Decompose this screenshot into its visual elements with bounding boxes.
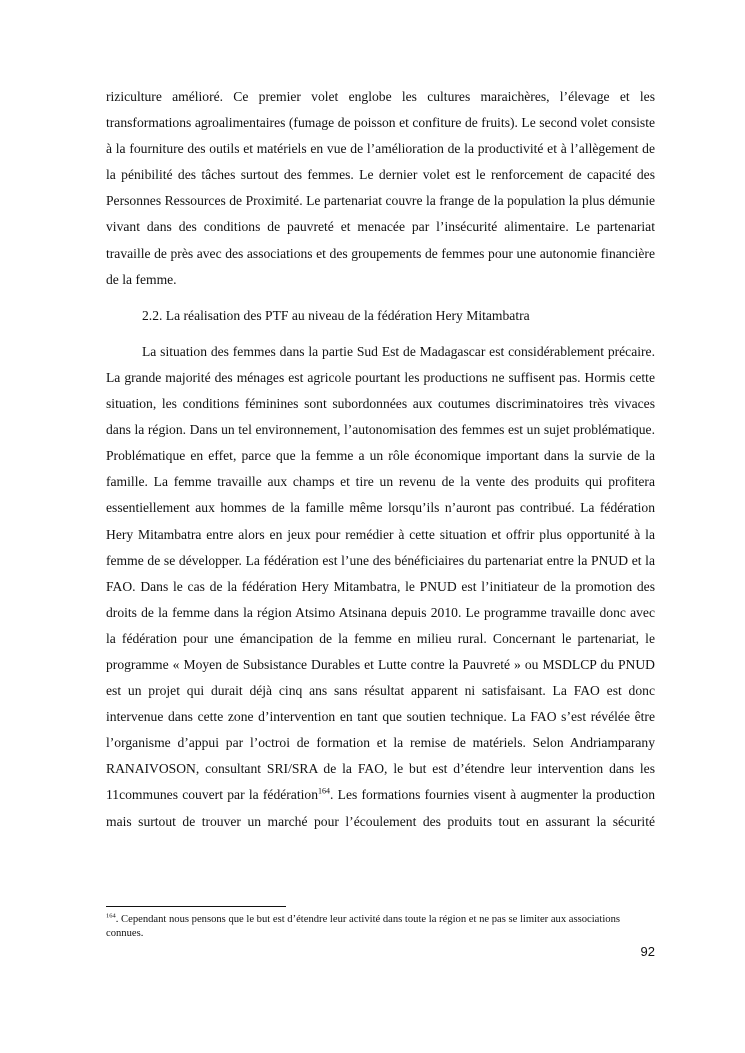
section-heading: 2.2. La réalisation des PTF au niveau de la fédération Hery Mitambatra xyxy=(142,307,530,323)
footnote-marker: 164 xyxy=(106,912,116,920)
main-text xyxy=(106,84,655,835)
footnote-text: . Cependant nous pensons que le but est d’étendre leur activité dans toute la région et ne pas se limiter aux associations connues. xyxy=(106,914,620,939)
page-number: 92 xyxy=(640,944,655,959)
paragraph-text: La situation des femmes dans la partie Sud Est de Madagascar est considérablement précaire. La grande majorité des ménages est agricole pourtant les productions ne suffisent pas. Hormis cette situation, les conditions féminines sont subordonnées aux coutumes discriminatoires très vivaces dans la région. Dans un tel environnement, l’autonomisation des femmes est un sujet problématique. Problématique en effet, parce que la femme a un rôle économique important dans la survie de la famille. La femme travaille aux champs et tire un revenu de la vente des produits qui profitera essentiellement aux hommes de la famille même lorsqu’ils n’auront pas contribué. La fédération Hery Mitambatra entre alors en jeux pour remédier à cette situation et offrir plus opportunité à la femme de se développer. La fédération est l’une des bénéficiaires du partenariat entre la PNUD et la FAO. Dans le cas de la fédération Hery Mitambatra, le PNUD est l’initiateur de la promotion des droits de la femme dans la région Atsimo Atsinana depuis 2010. Le programme travaille donc avec la fédération pour une émancipation de la femme en milieu rural. Concernant le partenariat, le programme « Moyen de Subsistance Durables et Lutte contre la Pauvreté » ou MSDLCP du PNUD est un projet qui durait déjà cinq ans sans résultat apparent ni satisfaisant. La FAO est donc intervenue dans cette zone d’intervention en tant que soutien technique. La FAO s’est révélée être l’organisme d’appui par l’octroi de formation et la remise de matériels. Selon Andriamparany RANAIVOSON, consultant SRI/SRA de la FAO, le but est d’étendre leur intervention dans les 11communes couvert par la fédération xyxy=(106,343,655,803)
footnote-reference[interactable]: 164 xyxy=(318,786,330,796)
paragraph-text-continued: . Les formations fournies visent à augmenter la production mais surtout de trouver un marché pour l’écoulement des produits tout en assurant la sécurité xyxy=(106,787,656,829)
paragraph-situation-femmes xyxy=(106,339,655,835)
footnote-separator xyxy=(106,906,286,907)
footnote xyxy=(106,913,655,941)
paragraph-continuation: riziculture amélioré. Ce premier volet englobe les cultures maraichères, l’élevage et les transformations agroalimentaires (fumage de poisson et confiture de fruits). Le second volet consiste à la fourniture des outils et matériels en vue de l’amélioration de la productivité et à l’allègement de la pénibilité des tâches surtout des femmes. Le dernier volet est le renforcement de capacité des Personnes Ressources de Proximité. Le partenariat couvre la frange de la population la plus démunie vivant dans des conditions de pauvreté et menacée par l’insécurité alimentaire. Le partenariat travaille de près avec des associations et des groupements de femmes pour une autonomie financière de la femme. xyxy=(106,89,655,287)
